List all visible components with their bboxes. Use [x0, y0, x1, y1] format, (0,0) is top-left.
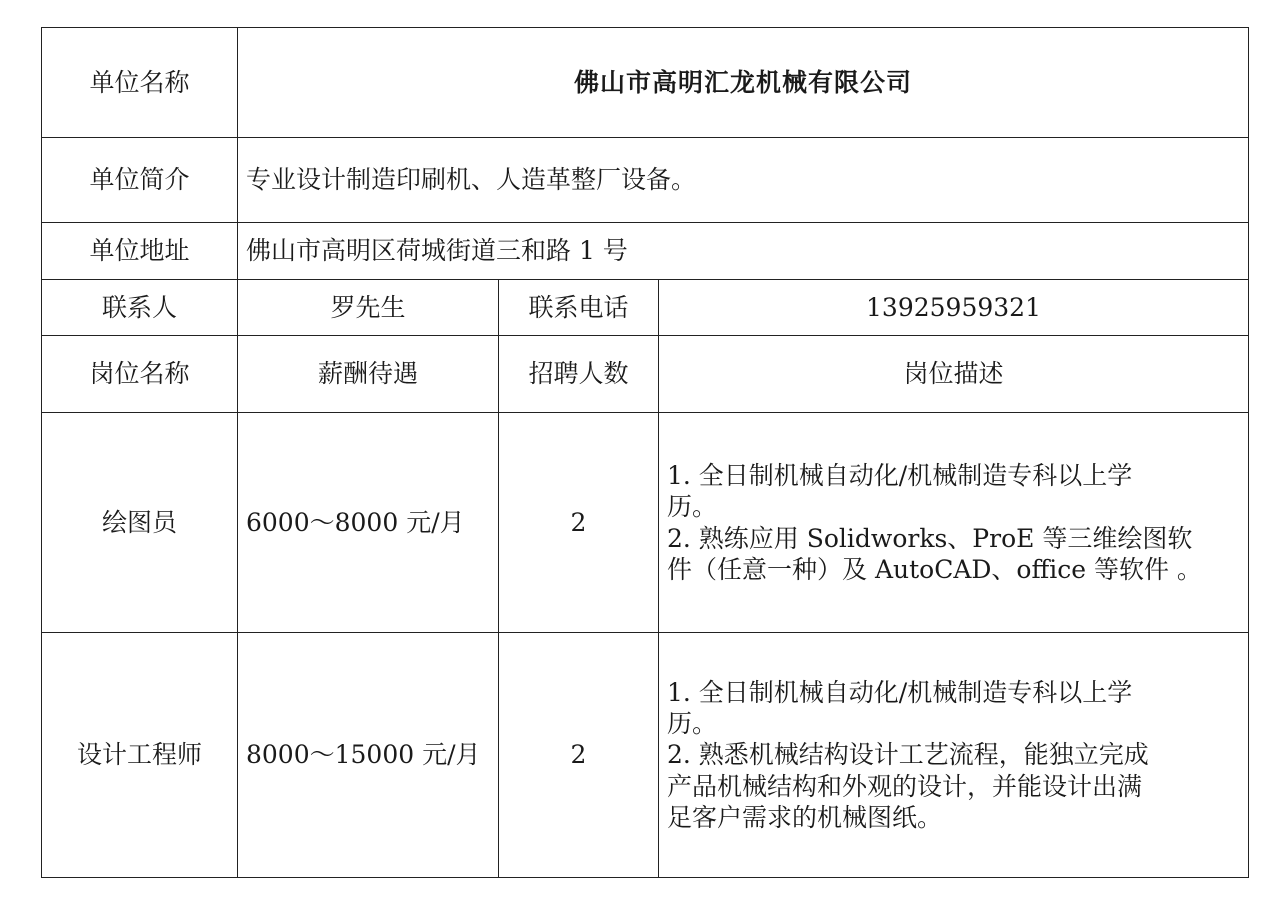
job-position: 绘图员 — [42, 413, 238, 633]
header-salary: 薪酬待遇 — [238, 336, 499, 413]
job-position: 设计工程师 — [42, 633, 238, 878]
job-headcount: 2 — [499, 633, 659, 878]
job-salary: 8000～15000 元/月 — [238, 633, 499, 878]
job-description: 1. 全日制机械自动化/机械制造专科以上学 历。 2. 熟练应用 Solidworks、ProE 等三维绘图软 件（任意一种）及 AutoCAD、office 等软件 。 — [659, 413, 1249, 633]
contact-row — [42, 280, 1249, 336]
company-intro-row — [42, 138, 1249, 223]
jobs-header-row — [42, 336, 1249, 413]
header-description: 岗位描述 — [659, 336, 1249, 413]
phone-label: 联系电话 — [499, 280, 659, 336]
company-address-row — [42, 223, 1249, 280]
contact-label: 联系人 — [42, 280, 238, 336]
company-name-row — [42, 28, 1249, 138]
table-row — [42, 633, 1249, 878]
company-address: 佛山市高明区荷城街道三和路 1 号 — [238, 223, 1249, 280]
job-description: 1. 全日制机械自动化/机械制造专科以上学 历。 2. 熟悉机械结构设计工艺流程，能独立完成 产品机械结构和外观的设计，并能设计出满 足客户需求的机械图纸。 — [659, 633, 1249, 878]
header-headcount: 招聘人数 — [499, 336, 659, 413]
phone-number: 13925959321 — [659, 280, 1249, 336]
company-intro: 专业设计制造印刷机、人造革整厂设备。 — [238, 138, 1249, 223]
company-name-label: 单位名称 — [42, 28, 238, 138]
header-position: 岗位名称 — [42, 336, 238, 413]
table-row — [42, 413, 1249, 633]
job-headcount: 2 — [499, 413, 659, 633]
job-posting-table — [41, 27, 1249, 878]
contact-name: 罗先生 — [238, 280, 499, 336]
job-salary: 6000～8000 元/月 — [238, 413, 499, 633]
company-name: 佛山市高明汇龙机械有限公司 — [238, 28, 1249, 138]
company-intro-label: 单位简介 — [42, 138, 238, 223]
company-address-label: 单位地址 — [42, 223, 238, 280]
